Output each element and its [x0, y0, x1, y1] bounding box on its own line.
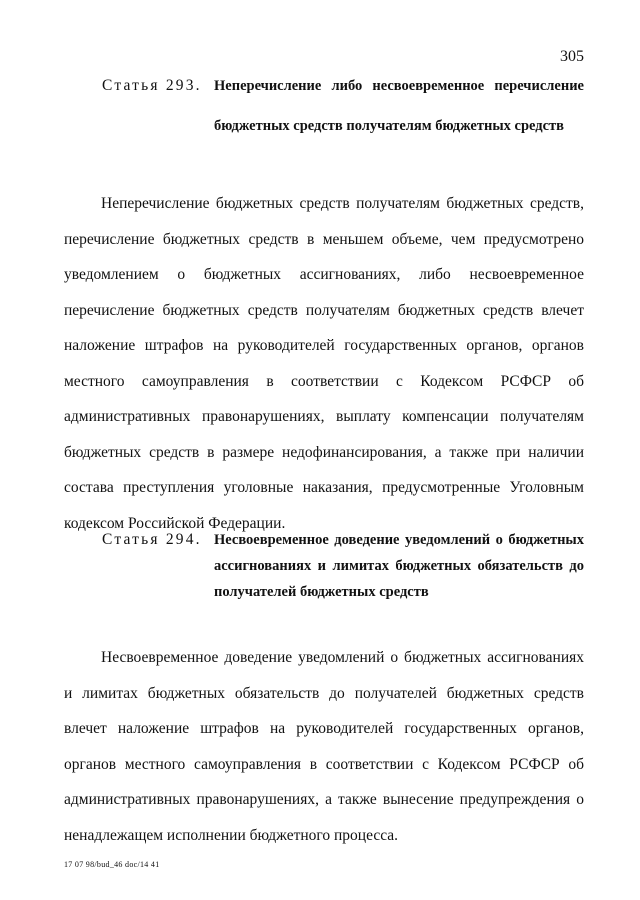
article-body: Несвоевременное доведение уведомлений о бюджетных ассигнованиях и лимитах бюджетных обязательств до получателей бюджетных средств влечет наложение штрафов на руководителей государственных органов, органов местного самоуправления в соответствии с Кодексом РСФСР об административных правонарушениях, а также вынесение предупреждения о ненадлежащем исполнении бюджетного процесса. [64, 649, 584, 844]
article-title: Неперечисление либо несвоевременное перечисление бюджетных средств получателям бюджетных средств [214, 78, 584, 134]
article-heading [64, 66, 584, 146]
article-294 [64, 527, 584, 853]
article-label: Статья 294. [102, 531, 202, 548]
article-293 [64, 66, 584, 541]
article-title: Несвоевременное доведение уведомлений о бюджетных ассигнованиях и лимитах бюджетных обязательств до получателей бюджетных средств [214, 532, 584, 600]
article-label: Статья 293. [102, 77, 202, 94]
article-body: Неперечисление бюджетных средств получателям бюджетных средств, перечисление бюджетных средств в меньшем объеме, чем предусмотрено уведомлением о бюджетных ассигнованиях, либо несвоевременное перечисление бюджетных средств получателям бюджетных средств влечет наложение штрафов на руководителей государственных органов, органов местного самоуправления в соответствии с Кодексом РСФСР об административных правонарушениях, выплату компенсации получателям бюджетных средств в размере недофинансирования, а также при наличии состава преступления уголовные наказания, предусмотренные Уголовным кодексом Российской Федерации. [64, 195, 584, 532]
article-heading [64, 527, 584, 605]
footer-file-code: 17 07 98/bud_46 doc/14 41 [64, 860, 160, 869]
page-number: 305 [560, 48, 584, 65]
